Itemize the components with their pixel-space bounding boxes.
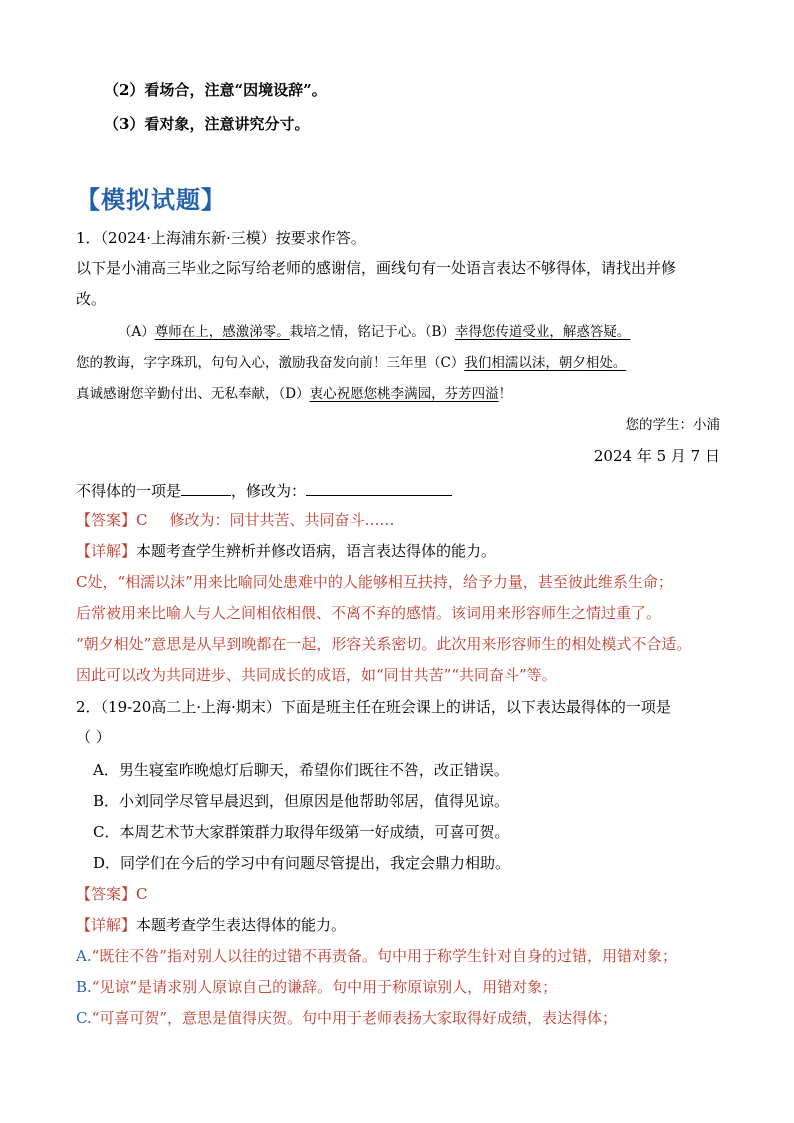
q2-paren[interactable]: （ ） (76, 728, 111, 746)
q2-option-d[interactable]: D．同学们在今后的学习中有问题尽管提出，我定会鼎力相助。 (93, 854, 511, 872)
q1-detail-line (76, 541, 720, 561)
q1-source: （2024·上海浦东新·三模） (100, 229, 276, 247)
q1-instruction-2: 改。 (76, 290, 107, 308)
option-b-label: （B） (424, 324, 455, 340)
q2-detail-b (76, 977, 720, 997)
option-c-label: （C） (427, 355, 465, 371)
q2-detail-a-text: “既往不咎”指对别人以往的过错不再责备。句中用于称学生针对自身的过错，用错对象； (91, 947, 677, 965)
q2-answer-line (76, 884, 720, 904)
letter-line-2-text: 您的教诲，字字珠玑，句句入心，激励我奋发向前！三年里 (76, 355, 427, 371)
q2-answer-tag: 【答案】 (76, 885, 137, 903)
q2-number: 2． (76, 698, 101, 716)
tip-2: （2）看场合，注意“因境设辞”。 (104, 81, 327, 99)
letter-mid-text: 栽培之情，铭记于心。 (289, 324, 425, 340)
q1-detail-3: “朝夕相处”意思是从早到晚都在一起，形容关系密切。此次用来形容师生的相处模式不合适。 (76, 635, 692, 653)
q2-detail-lead: 本题考查学生表达得体的能力。 (136, 916, 347, 934)
q2-detail-a (76, 946, 720, 966)
answer-value: C (136, 511, 148, 529)
q2-detail-c-label: C. (76, 1009, 92, 1027)
option-d-label: （D） (278, 386, 310, 402)
answer-note: 修改为：同甘共苦、共同奋斗…… (169, 511, 395, 529)
q2-detail-b-label: B. (76, 978, 92, 996)
q2-option-b[interactable]: B．小刘同学尽管早晨迟到，但原因是他帮助邻居，值得见谅。 (93, 792, 510, 810)
answer-blank-1[interactable] (181, 479, 231, 496)
q1-prompt: 按要求作答。 (275, 229, 366, 247)
q2-prompt: 下面是班主任在班会课上的讲话，以下表达最得体的一项是 (280, 698, 671, 716)
q2-detail-tag: 【详解】 (76, 916, 137, 934)
option-c-text: 我们相濡以沫，朝夕相处。 (464, 355, 627, 371)
option-d-text: 衷心祝愿您桃李满园，芬芳四溢 (309, 386, 499, 402)
detail-lead: 本题考查学生辨析并修改语病，语言表达得体的能力。 (136, 542, 497, 560)
letter-line-3-text: 真诚感谢您辛勤付出、无私奉献， (76, 386, 279, 402)
q1-detail-4: 因此可以改为共同进步、共同成长的成语，如“同甘共苦”“共同奋斗”等。 (76, 666, 557, 684)
answer-blank-2[interactable] (306, 479, 452, 496)
option-a-label: （A） (118, 324, 155, 340)
q1-detail-1: C处，“相濡以沫”用来比喻同处患难中的人能够相互扶持，给予力量，甚至彼此维系生命； (76, 573, 673, 591)
q1-number: 1． (76, 229, 101, 247)
q2-detail-c-text: “可喜可贺”，意思是值得庆贺。句中用于老师表扬大家取得好成绩，表达得体； (91, 1009, 618, 1027)
option-b-text: 幸得您传道受业，解惑答疑。 (454, 324, 631, 340)
detail-tag: 【详解】 (76, 542, 137, 560)
q1-answer-line (76, 510, 720, 530)
q2-option-c[interactable]: C．本周艺术节大家群策群力取得年级第一好成绩，可喜可贺。 (93, 823, 510, 841)
letter-signature: 您的学生：小浦 (625, 417, 720, 433)
q2-option-a[interactable]: A．男生寝室昨晚熄灯后聊天，希望你们既往不咎，改正错误。 (93, 761, 509, 779)
q2-detail-line (76, 915, 720, 935)
letter-date: 2024 年 5 月 7 日 (593, 447, 720, 465)
q1-detail-2: 后常被用来比喻人与人之间相依相偎、不离不弃的感情。该词用来形容师生之情过重了。 (76, 604, 662, 622)
letter-line-2 (76, 353, 720, 373)
fill-label-1: 不得体的一项是 (76, 482, 182, 500)
section-title: 【模拟试题】 (76, 186, 226, 214)
letter-end-mark: ！ (498, 386, 513, 402)
q2-source: （19-20高二上·上海·期末） (100, 698, 281, 716)
q2-answer-value: C (136, 885, 148, 903)
q2-detail-b-text: “见谅”是请求别人原谅自己的谦辞。句中用于称原谅别人，用错对象； (91, 978, 558, 996)
answer-tag: 【答案】 (76, 511, 137, 529)
q2-detail-c (76, 1008, 720, 1028)
letter-line-1 (118, 322, 720, 342)
option-a-text: 尊师在上，感激涕零。 (154, 324, 290, 340)
tip-3: （3）看对象，注意讲究分寸。 (104, 115, 310, 133)
q2-header (76, 697, 720, 717)
q1-header (76, 228, 720, 248)
fill-label-2: ，修改为： (231, 482, 307, 500)
q1-fill-line (76, 479, 720, 501)
letter-line-3 (76, 384, 720, 404)
q1-instruction-1: 以下是小浦高三毕业之际写给老师的感谢信，画线句有一处语言表达不够得体，请找出并修 (76, 259, 677, 277)
q2-detail-a-label: A. (76, 947, 92, 965)
